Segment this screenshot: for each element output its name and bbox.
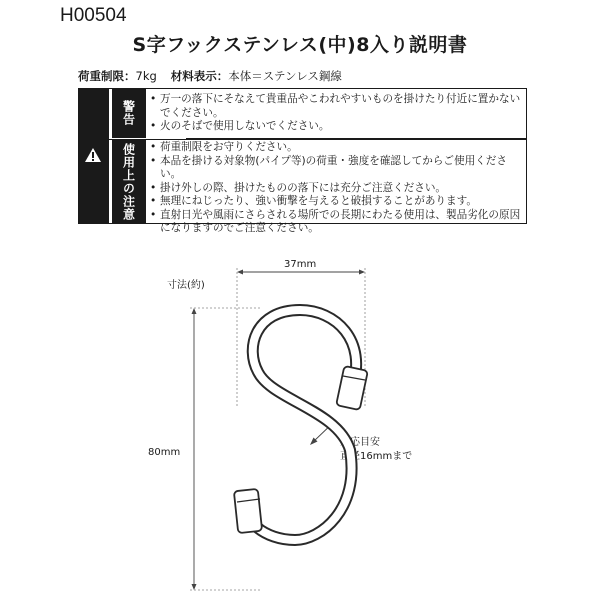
list-item: • 掛け外しの際、掛けたものの落下には充分ご注意ください。: [150, 182, 522, 196]
height-label: 80mm: [148, 447, 181, 458]
list-item: • 火のそばで使用しないでください。: [150, 120, 522, 134]
compat-label-1: 対応目安: [340, 437, 380, 448]
height-arrow-bottom: [192, 584, 197, 590]
list-item: • 本品を掛ける対象物(パイプ等)の荷重・強度を確認してからご使用ください。: [150, 155, 522, 182]
list-item: • 無理にねじったり、強い衝撃を与えると破損することがあります。: [150, 195, 522, 209]
compat-label-2: 直径16mmまで: [340, 451, 413, 462]
width-label: 37mm: [284, 259, 317, 270]
caution-heading: 使用上の注意: [112, 139, 146, 224]
list-item: • 荷重制限をお守りください。: [150, 141, 522, 155]
load-limit-label: 荷重制限：: [78, 69, 136, 83]
material-label: 材料表示：: [170, 69, 229, 83]
upper-end-cap: [336, 366, 368, 410]
width-arrow-left: [237, 270, 243, 275]
size-note: 寸法(約): [167, 280, 205, 291]
product-code: H00504: [60, 5, 127, 26]
list-item: • 万一の落下にそなえて貴重品やこわれやすいものを掛けたり付近に置かないでください。: [150, 93, 522, 120]
load-limit-value: 7kg: [135, 69, 157, 83]
material-value: 本体＝ステンレス鋼線: [228, 69, 342, 83]
lower-end-cap: [234, 489, 262, 533]
width-arrow-right: [359, 270, 365, 275]
height-arrow-top: [192, 308, 197, 314]
list-item: • 直射日光や風雨にさらされる場所での長期にわたる使用は、製品劣化の原因になりますのでご注意ください。: [150, 209, 522, 236]
document-title: S字フックステンレス(中)8入り説明書: [132, 34, 468, 56]
warning-heading: 警告: [112, 88, 146, 138]
